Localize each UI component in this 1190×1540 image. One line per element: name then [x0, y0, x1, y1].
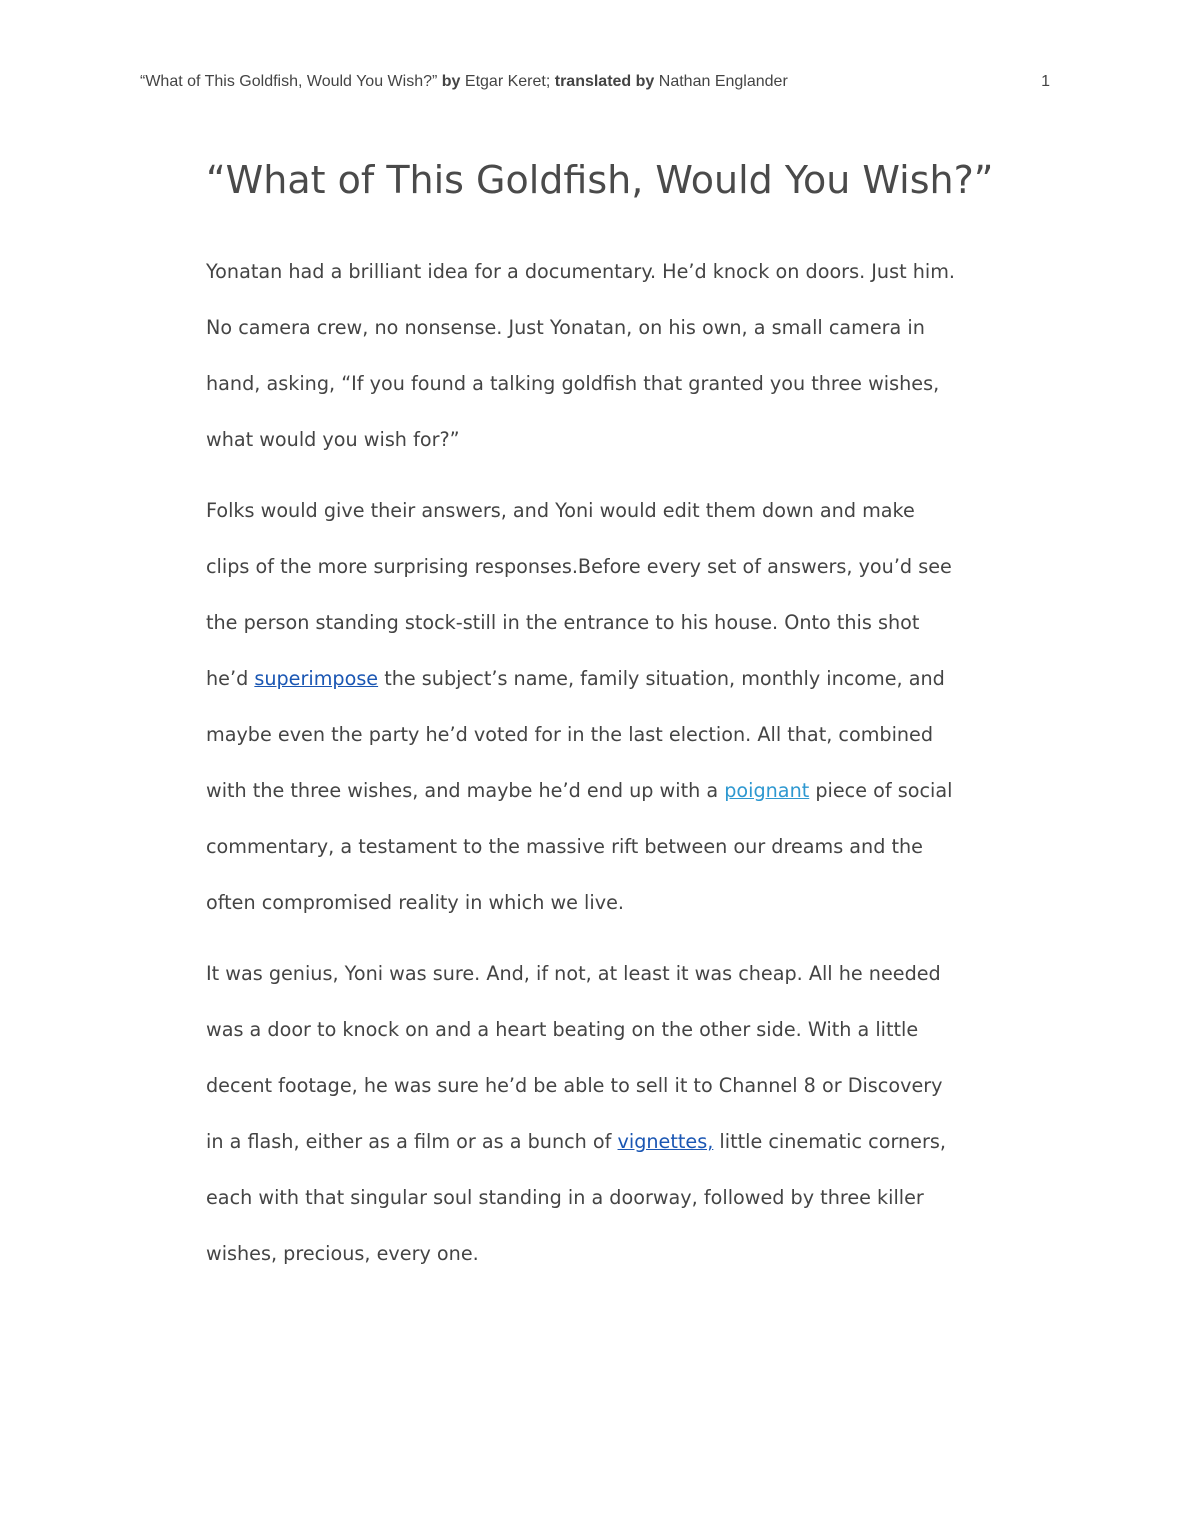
text-segment: piece of social [809, 779, 953, 802]
text-line: Folks would give their answers, and Yoni would edit them down and make [206, 499, 915, 522]
text-segment: with the three wishes, and maybe he’d end up with a [206, 779, 725, 802]
text-line: often compromised reality in which we live. [206, 891, 624, 914]
text-line: what would you wish for?” [206, 428, 460, 451]
paragraph-2 [206, 483, 1066, 931]
text-line: was a door to knock on and a heart beating on the other side. With a little [206, 1018, 919, 1041]
running-header [140, 70, 1050, 94]
superimpose-link[interactable]: superimpose [254, 667, 379, 690]
text-segment: the subject’s name, family situation, monthly income, and [378, 667, 945, 690]
text-line: Yonatan had a brilliant idea for a documentary. He’d knock on doors. Just him. [206, 260, 955, 283]
text-line: clips of the more surprising responses.Before every set of answers, you’d see [206, 555, 952, 578]
text-line-with-link [206, 763, 1066, 819]
text-line-with-link [206, 651, 1066, 707]
header-author: Etgar Keret; [464, 73, 551, 90]
vignettes-link[interactable]: vignettes, [617, 1130, 714, 1153]
page-number: 1 [1041, 73, 1050, 90]
poignant-link[interactable]: poignant [724, 779, 810, 802]
document-body [206, 244, 1066, 1297]
header-translated-label: translated by [554, 73, 655, 90]
text-segment: little cinematic corners, [713, 1130, 946, 1153]
paragraph-1 [206, 244, 1066, 468]
text-line: commentary, a testament to the massive rift between our dreams and the [206, 835, 923, 858]
document-title: “What of This Goldfish, Would You Wish?” [206, 158, 994, 202]
text-line: each with that singular soul standing in a doorway, followed by three killer [206, 1186, 924, 1209]
header-translator: Nathan Englander [658, 73, 788, 90]
paragraph-3 [206, 946, 1066, 1282]
text-line: hand, asking, “If you found a talking goldfish that granted you three wishes, [206, 372, 940, 395]
text-line: decent footage, he was sure he’d be able to sell it to Channel 8 or Discovery [206, 1074, 943, 1097]
text-line: the person standing stock-still in the entrance to his house. Onto this shot [206, 611, 920, 634]
header-quote-title: “What of This Goldfish, Would You Wish?” [140, 73, 438, 90]
text-line: It was genius, Yoni was sure. And, if not, at least it was cheap. All he needed [206, 962, 941, 985]
text-line: No camera crew, no nonsense. Just Yonatan, on his own, a small camera in [206, 316, 925, 339]
text-line: maybe even the party he’d voted for in the last election. All that, combined [206, 723, 934, 746]
text-line: wishes, precious, every one. [206, 1242, 479, 1265]
text-segment: he’d [206, 667, 255, 690]
text-segment: in a flash, either as a film or as a bunch of [206, 1130, 618, 1153]
header-by-label: by [441, 73, 461, 90]
text-line-with-link [206, 1114, 1066, 1170]
